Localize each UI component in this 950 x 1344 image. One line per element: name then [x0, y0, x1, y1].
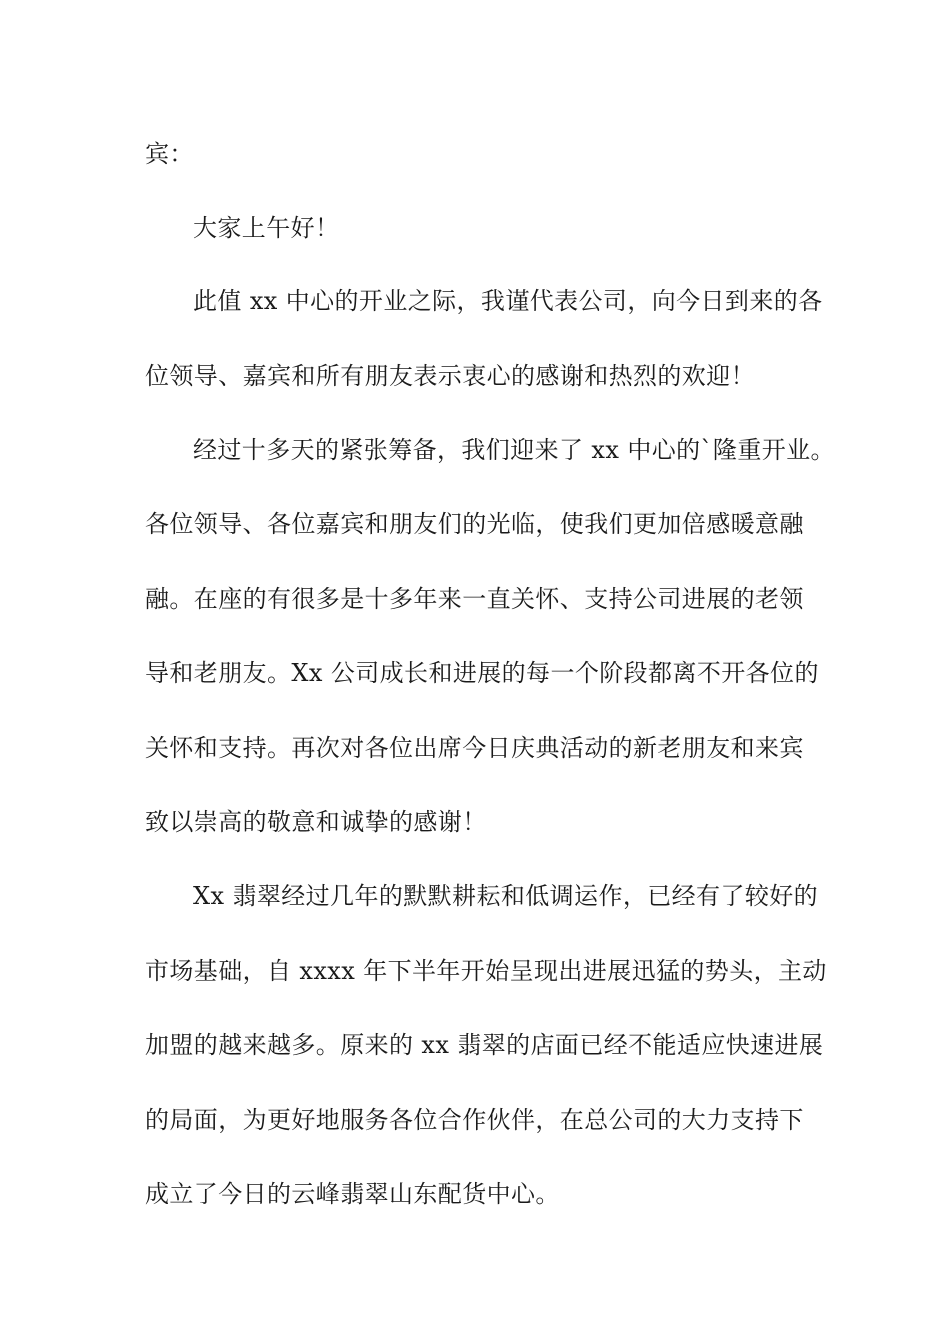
- text-line: 宾：: [145, 140, 194, 168]
- paragraph-2-line-3: 融。在座的有很多是十多年来一直关怀、支持公司进展的老领: [145, 585, 804, 613]
- paragraph-3-line-2: 市场基础，自 xxxx 年下半年开始呈现出进展迅猛的势头，主动: [145, 957, 827, 985]
- paragraph-2-line-5: 关怀和支持。再次对各位出席今日庆典活动的新老朋友和来宾: [145, 734, 804, 762]
- paragraph-3-line-3: 加盟的越来越多。原来的 xx 翡翠的店面已经不能适应快速进展: [145, 1031, 824, 1059]
- paragraph-1-line-2: 位领导、嘉宾和所有朋友表示衷心的感谢和热烈的欢迎！: [145, 362, 755, 390]
- greeting-line: 大家上午好！: [193, 214, 340, 242]
- paragraph-3-line-4: 的局面，为更好地服务各位合作伙伴，在总公司的大力支持下: [145, 1106, 804, 1134]
- paragraph-2-line-1: 经过十多天的紧张筹备，我们迎来了 xx 中心的`隆重开业。: [193, 436, 835, 464]
- paragraph-1-line-1: 此值 xx 中心的开业之际，我谨代表公司，向今日到来的各: [193, 287, 823, 315]
- paragraph-2-line-4: 导和老朋友。Xx 公司成长和进展的每一个阶段都离不开各位的: [145, 659, 819, 687]
- paragraph-3-line-5: 成立了今日的云峰翡翠山东配货中心。: [145, 1180, 560, 1208]
- paragraph-2-line-6: 致以崇高的敬意和诚挚的感谢！: [145, 808, 487, 836]
- paragraph-2-line-2: 各位领导、各位嘉宾和朋友们的光临，使我们更加倍感暖意融: [145, 510, 804, 538]
- paragraph-3-line-1: Xx 翡翠经过几年的默默耕耘和低调运作，已经有了较好的: [193, 882, 819, 910]
